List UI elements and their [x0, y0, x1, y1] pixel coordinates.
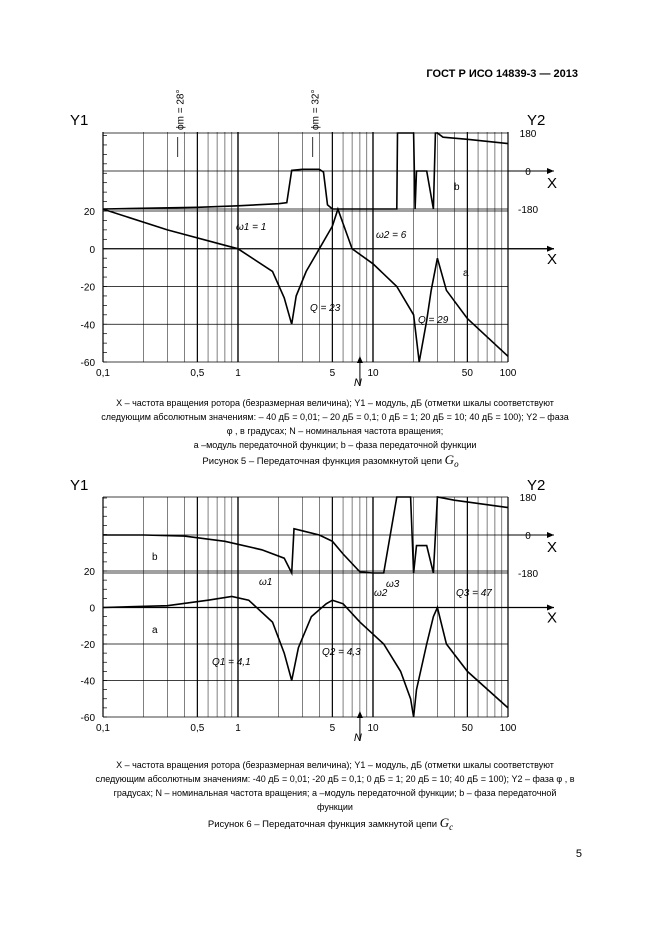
x-axis-arrow: [547, 168, 554, 174]
figure5-title-symbol: G: [444, 452, 455, 467]
x-tick-label: 0,1: [96, 723, 110, 734]
annotation-label: ω1: [259, 577, 273, 588]
phase-margin-label: ϕm = 32°: [310, 89, 322, 130]
document-header: ГОСТ Р ИСО 14839-3 — 2013: [426, 68, 578, 80]
n-marker-arrow: [357, 356, 363, 363]
figure5-caption-line: X – частота вращения ротора (безразмерная величина); Y1 – модуль, дБ (отметки шкалы соответствуют: [116, 398, 554, 408]
figure5-caption: [90, 396, 580, 452]
annotation-label: ω3: [386, 579, 400, 590]
x-tick-label: 0,5: [190, 368, 205, 379]
figure5-caption-line: a –модуль передаточной функции; b – фаза передаточной функции: [193, 440, 477, 450]
x-tick-label: 1: [235, 723, 241, 734]
figure5-caption-line: следующим абсолютным значениям: – 40 дБ = 0,01; – 20 дБ = 0,1; 0 дБ = 1; 20 дБ = 10; 40 дБ = 100); Y2 – фаза: [101, 412, 569, 422]
x-tick-label: 10: [367, 723, 379, 734]
annotation-label: Q = 23: [310, 303, 341, 314]
x-tick-label: 1: [235, 368, 241, 379]
x-axis-title: X: [546, 175, 558, 192]
annotation-label: Q1 = 4,1: [212, 657, 251, 668]
figure5-chart: [0, 85, 661, 390]
x-tick-label: 5: [329, 723, 336, 734]
y1-tick-label: -20: [80, 282, 95, 294]
annotation-label: b: [152, 552, 158, 563]
y1-tick-label: -60: [80, 358, 95, 369]
y2-tick-label: 0: [525, 531, 531, 542]
series-line-a: [103, 597, 508, 718]
y1-axis-title: Y1: [70, 112, 89, 129]
x-axis-title: X: [546, 609, 558, 627]
x-tick-label: 10: [367, 368, 379, 379]
x-tick-label: 5: [329, 368, 336, 379]
y1-tick-label: 20: [83, 567, 95, 578]
figure6-caption-line: функции: [317, 802, 353, 812]
figure6-title-text: Рисунок 6 – Передаточная функция замкнутой цепи: [207, 819, 438, 830]
x-tick-label: 0,1: [96, 368, 110, 379]
y1-tick-label: -40: [80, 320, 95, 332]
annotation-label: ω2: [374, 588, 388, 599]
y2-axis-title: Y2: [527, 112, 546, 129]
y1-tick-label: 0: [89, 244, 95, 256]
figure6-title: [0, 815, 661, 832]
y2-tick-label: 0: [525, 167, 531, 178]
x-tick-label: 100: [499, 723, 517, 734]
x-axis-arrow: [547, 532, 554, 538]
y1-tick-label: -60: [80, 713, 95, 724]
annotation-label: Q = 29: [418, 315, 449, 326]
figure6-caption-line: X – частота вращения ротора (безразмерная величина); Y1 – модуль, дБ (отметки шкалы соответствуют: [116, 760, 554, 770]
annotation-label: Q2 = 4,3: [322, 647, 361, 658]
figure5-title: [0, 452, 661, 469]
figure6-plot: [0, 472, 661, 747]
y2-tick-label: 180: [519, 129, 537, 140]
annotation-label: a: [152, 625, 158, 636]
figure5-plot: [0, 85, 661, 390]
figure5-title-text: Рисунок 5 – Передаточная функция разомкнутой цепи: [202, 456, 443, 467]
n-marker-arrow: [357, 711, 363, 718]
annotation-label: a: [463, 268, 469, 279]
series-line-a: [103, 209, 508, 362]
y1-tick-label: 0: [89, 603, 95, 615]
y2-tick-label: 180: [519, 493, 537, 504]
x-axis-title: X: [546, 539, 558, 556]
figure6-chart: [0, 472, 661, 747]
figure6-caption-line: следующим абсолютным значениям: -40 дБ = 0,01; -20 дБ = 0,1; 0 дБ = 1; 20 дБ = 10; 40 дБ = 100); Y2 – фаза φ , в: [95, 774, 575, 784]
x-tick-label: 0,5: [190, 723, 205, 734]
x-tick-label: 50: [461, 723, 473, 734]
y1-tick-label: -40: [80, 676, 95, 688]
y1-tick-label: 20: [83, 207, 95, 218]
n-marker-label: N: [353, 377, 362, 389]
figure6-title-subscript: c: [449, 821, 454, 832]
figure6-title-symbol: G: [439, 815, 450, 830]
annotation-label: b: [454, 182, 460, 193]
x-axis-title: X: [546, 250, 558, 268]
y1-axis-title: Y1: [70, 477, 89, 494]
x-tick-label: 50: [461, 368, 473, 379]
figure5-caption-line: φ , в градусах; N – номинальная частота вращения;: [226, 426, 444, 436]
annotation-label: ω2 = 6: [376, 230, 407, 241]
figure5-title-subscript: o: [454, 458, 459, 469]
phase-margin-label: ϕm = 28°: [175, 89, 187, 130]
figure6-caption-line: градусах; N – номинальная частота вращения; a –модуль передаточной функции; b – фаза передаточной: [113, 788, 557, 798]
y2-axis-title: Y2: [527, 477, 546, 494]
x-tick-label: 100: [499, 368, 517, 379]
y2-tick-label: -180: [517, 205, 539, 216]
page-number: 5: [575, 848, 582, 860]
annotation-label: ω1 = 1: [236, 222, 267, 233]
figure6-caption: [90, 758, 580, 814]
y2-tick-label: -180: [517, 569, 539, 580]
y1-tick-label: -20: [80, 640, 95, 651]
n-marker-label: N: [353, 732, 362, 744]
annotation-label: Q3 = 47: [456, 588, 492, 599]
